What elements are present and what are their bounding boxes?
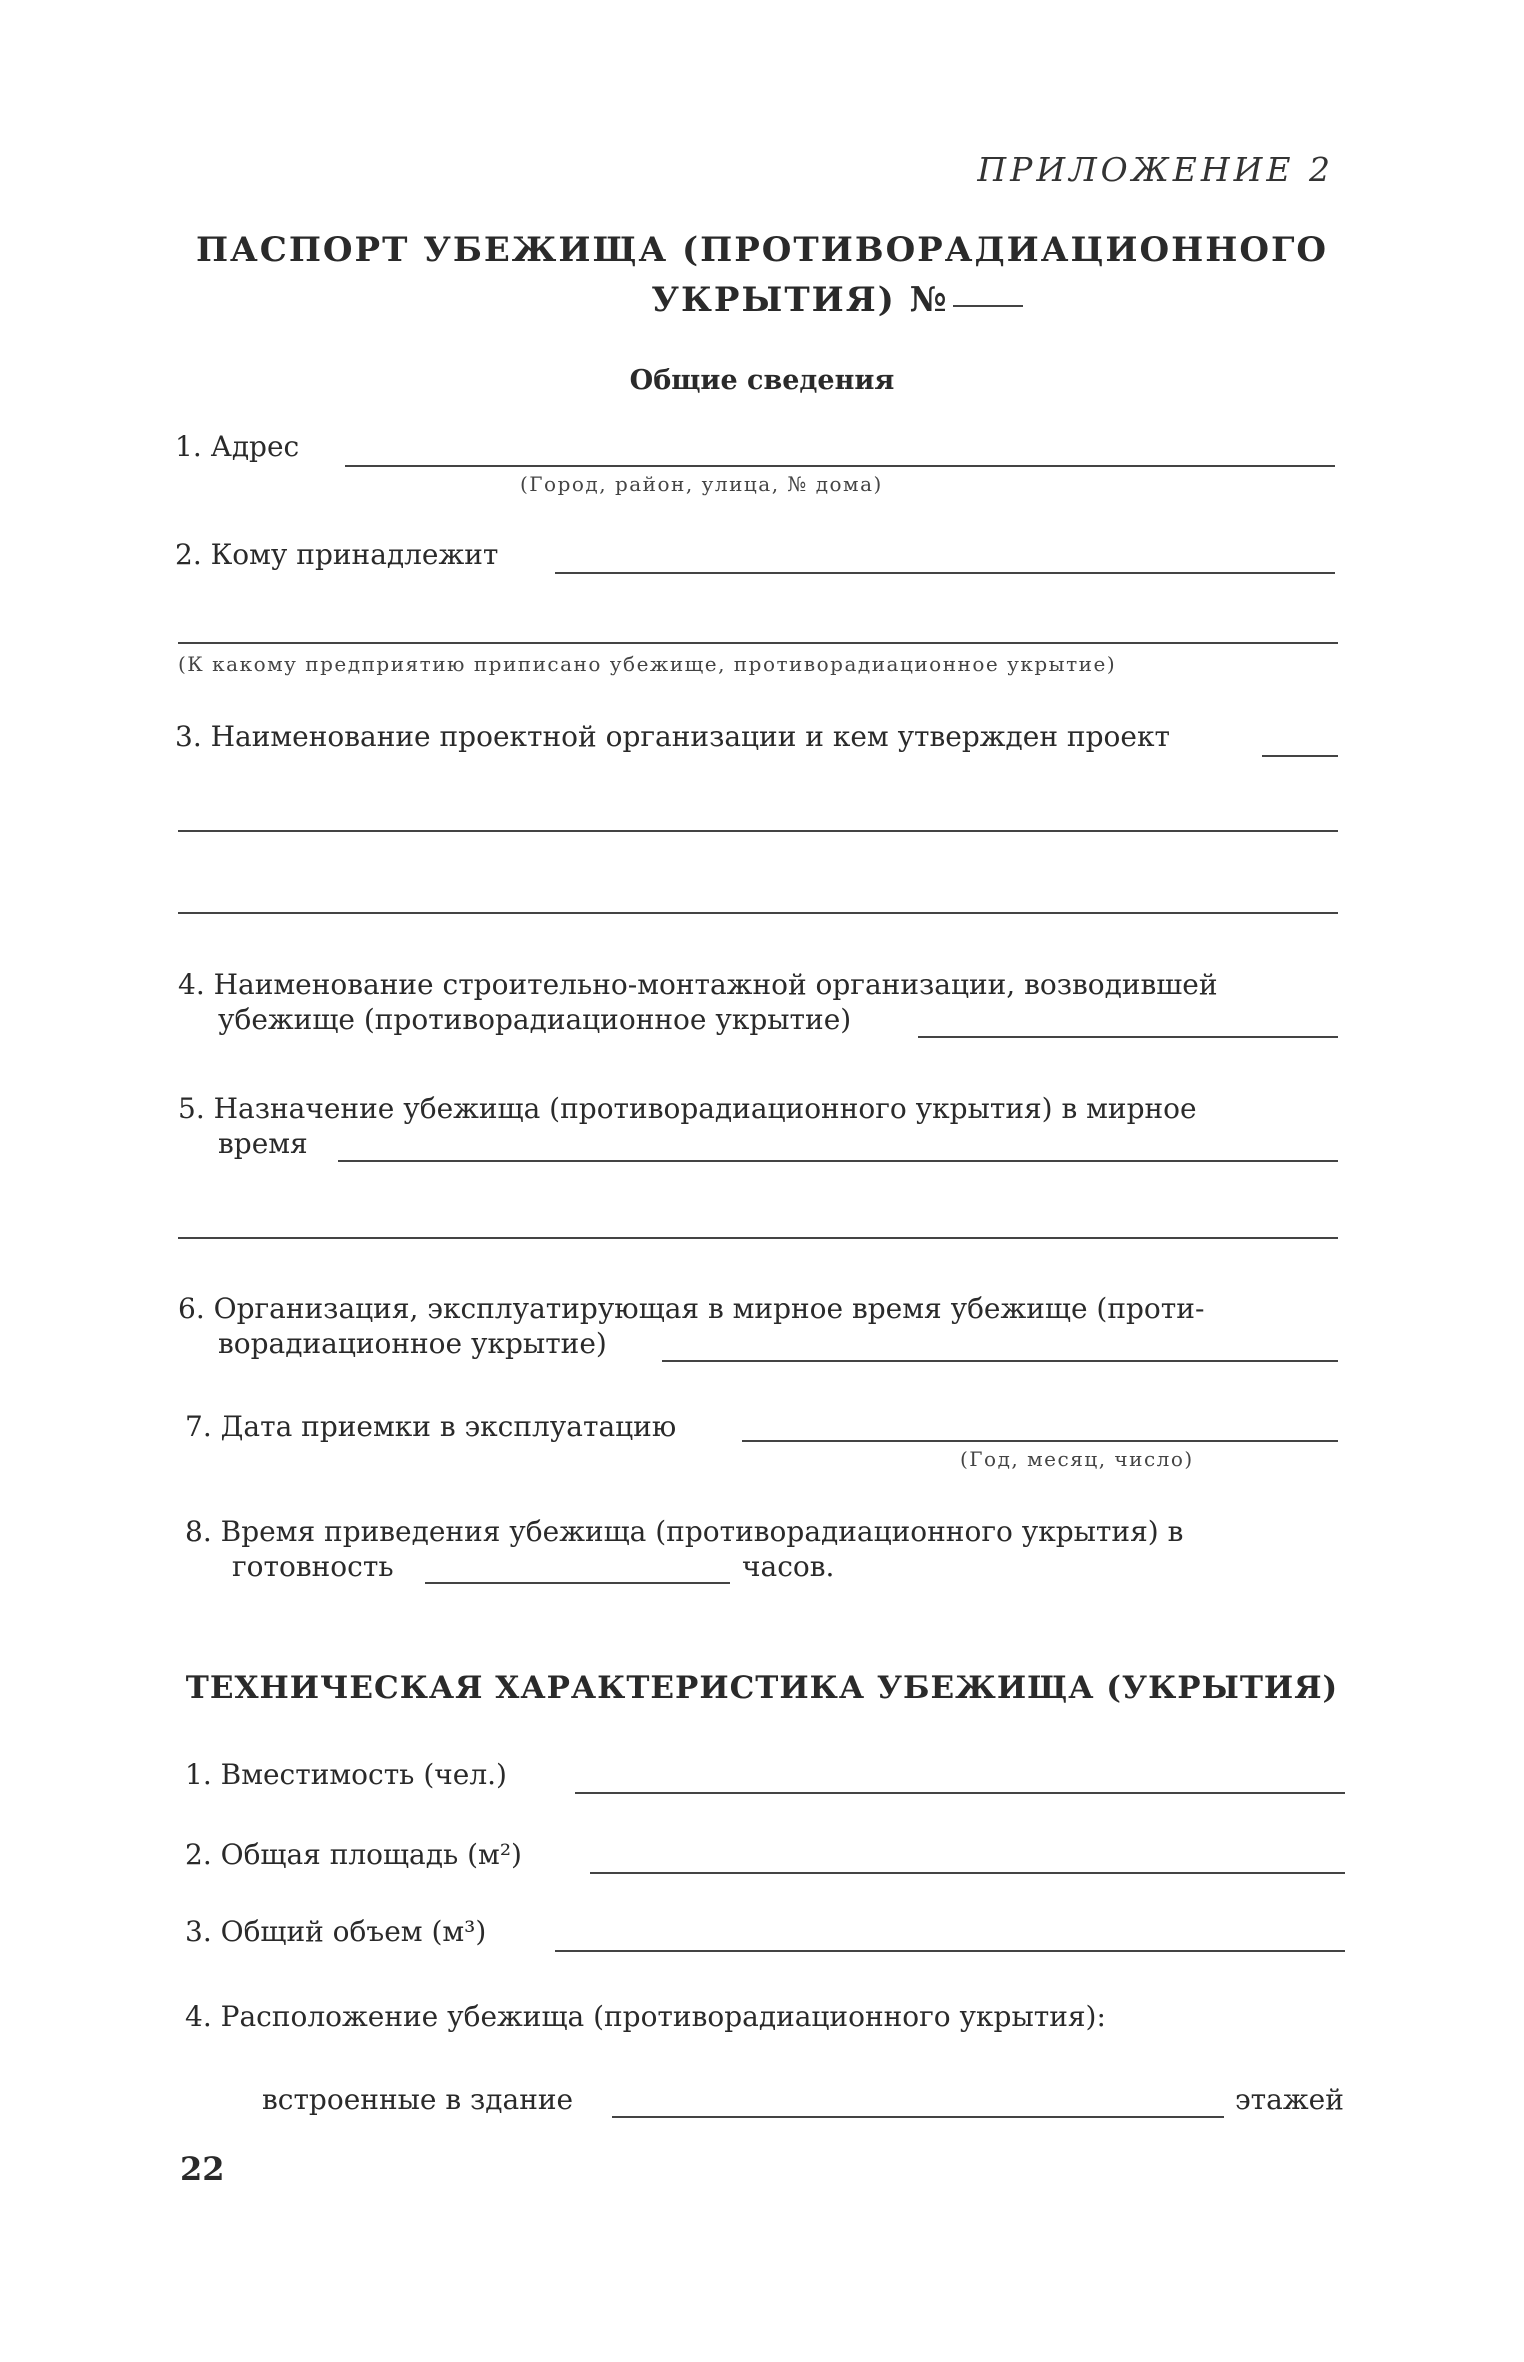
item-owner-label: 2. Кому принадлежит xyxy=(175,538,499,571)
tech-area-label: 2. Общая площадь (м²) xyxy=(185,1838,522,1871)
design-org-field-line2[interactable] xyxy=(178,830,1338,832)
tech-location-label: 4. Расположение убежища (противорадиационного укрытия): xyxy=(185,2000,1106,2033)
item-purpose-line1: 5. Назначение убежища (противорадиационного укрытия) в мирное xyxy=(178,1092,1197,1125)
passport-number-field[interactable] xyxy=(953,305,1023,307)
owner-field-line2[interactable] xyxy=(178,642,1338,644)
design-org-field[interactable] xyxy=(1262,755,1338,757)
owner-field[interactable] xyxy=(555,572,1335,574)
item-readiness-line2-after: часов. xyxy=(742,1550,835,1583)
section-heading-general: Общие сведения xyxy=(629,365,895,396)
document-title-line2 xyxy=(0,280,1524,320)
item-design-org-label: 3. Наименование проектной организации и кем утвержден проект xyxy=(175,720,1170,753)
document-title-line1: ПАСПОРТ УБЕЖИЩА (ПРОТИВОРАДИАЦИОННОГО xyxy=(195,230,1329,270)
purpose-field[interactable] xyxy=(338,1160,1338,1162)
appendix-label: ПРИЛОЖЕНИЕ 2 xyxy=(977,150,1334,189)
acceptance-date-caption: (Год, месяц, число) xyxy=(960,1447,1194,1471)
item-readiness-line1: 8. Время приведения убежища (противорадиационного укрытия) в xyxy=(185,1515,1184,1548)
tech-capacity-label: 1. Вместимость (чел.) xyxy=(185,1758,507,1791)
owner-caption xyxy=(178,652,1338,676)
acceptance-date-field[interactable] xyxy=(742,1440,1338,1442)
address-field[interactable] xyxy=(345,465,1335,467)
owner-caption-text: (К какому предприятию приписано убежище, противорадиационное укрытие) xyxy=(178,652,1117,676)
item-operator-line1: 6. Организация, эксплуатирующая в мирное время убежище (проти- xyxy=(178,1292,1205,1325)
construction-org-field[interactable] xyxy=(918,1036,1338,1038)
item-construction-org-line2: убежище (противорадиационное укрытие) xyxy=(218,1003,852,1036)
section-heading-technical: ТЕХНИЧЕСКАЯ ХАРАКТЕРИСТИКА УБЕЖИЩА (УКРЫТИЯ) xyxy=(185,1670,1339,1706)
tech-capacity-field[interactable] xyxy=(575,1792,1345,1794)
item-operator-line2: ворадиационное укрытие) xyxy=(218,1327,607,1360)
design-org-field-line3[interactable] xyxy=(178,912,1338,914)
tech-volume-field[interactable] xyxy=(555,1950,1345,1952)
tech-built-in-suffix: этажей xyxy=(1235,2083,1344,2116)
item-readiness-line2-before: готовность xyxy=(232,1550,394,1583)
item-address-label: 1. Адрес xyxy=(175,430,300,463)
tech-area-field[interactable] xyxy=(590,1872,1345,1874)
tech-built-in-floors-field[interactable] xyxy=(612,2116,1224,2118)
tech-volume-label: 3. Общий объем (м³) xyxy=(185,1915,487,1948)
purpose-field-line2[interactable] xyxy=(178,1237,1338,1239)
document-title-number-label: УКРЫТИЯ) № xyxy=(651,280,949,320)
address-caption: (Город, район, улица, № дома) xyxy=(520,472,883,496)
item-construction-org-line1: 4. Наименование строительно-монтажной организации, возводившей xyxy=(178,968,1218,1001)
page-number: 22 xyxy=(180,2150,225,2188)
operator-field[interactable] xyxy=(662,1360,1338,1362)
item-purpose-line2: время xyxy=(218,1127,308,1160)
item-acceptance-date-label: 7. Дата приемки в эксплуатацию xyxy=(185,1410,677,1443)
tech-built-in-label: встроенные в здание xyxy=(262,2083,574,2116)
readiness-hours-field[interactable] xyxy=(425,1582,730,1584)
